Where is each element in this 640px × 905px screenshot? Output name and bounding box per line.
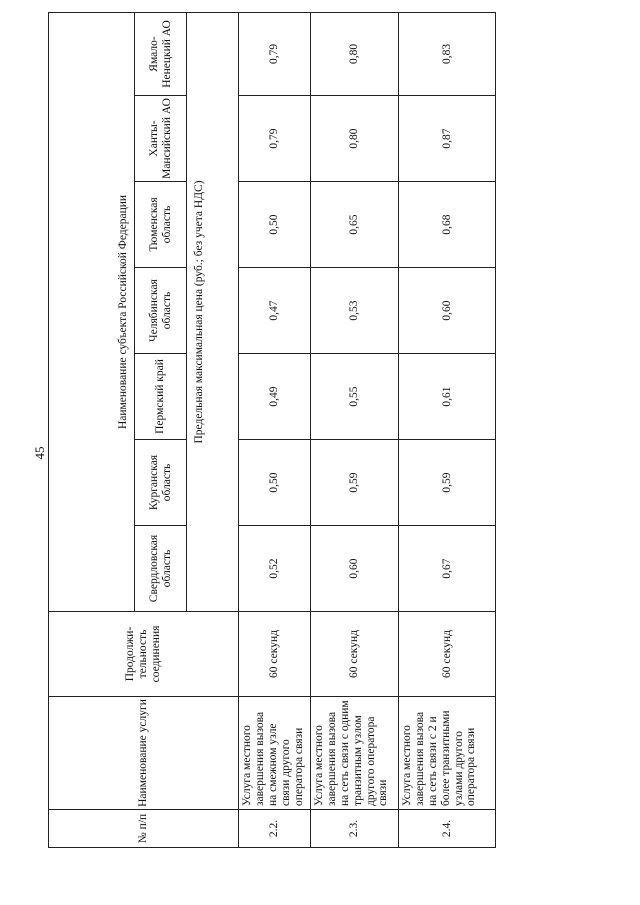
price-cell: 0,59 — [311, 440, 399, 526]
header-price-label: Предельная максимальная цена (руб.; без учета НДС) — [187, 12, 239, 611]
price-cell: 0,53 — [311, 268, 399, 354]
row-service: Услуга местного завершения вызова на смежном узле связи другого оператора связи — [239, 697, 311, 810]
header-region: Свердловская область — [135, 526, 187, 612]
header-service: Наименование услуги — [49, 697, 239, 810]
price-cell: 0,50 — [239, 182, 311, 268]
price-cell: 0,83 — [399, 12, 496, 95]
row-duration: 60 секунд — [399, 612, 496, 697]
price-cell: 0,55 — [311, 354, 399, 440]
header-region: Ханты-Мансийский АО — [135, 96, 187, 182]
header-region: Пермский край — [135, 354, 187, 440]
row-service: Услуга местного завершения вызова на сеть связи с одним транзитным узлом другого оператора связи — [311, 697, 399, 810]
header-region: Курганская область — [135, 440, 187, 526]
price-cell: 0,50 — [239, 440, 311, 526]
header-subject-group: Наименование субъекта Российской Федерации — [49, 12, 135, 611]
table-row — [399, 12, 496, 847]
price-cell: 0,79 — [239, 12, 311, 95]
price-cell: 0,80 — [311, 96, 399, 182]
rotated-table-container — [48, 13, 478, 848]
header-duration: Продолжи-тельность соединения — [49, 612, 239, 697]
price-cell: 0,80 — [311, 12, 399, 95]
page-number: 45 — [32, 446, 47, 460]
tariff-table — [48, 12, 496, 848]
price-cell: 0,65 — [311, 182, 399, 268]
table-row — [311, 12, 399, 847]
row-service: Услуга местного завершения вызова на сеть связи с 2 и более транзитными узлами другого оператора связи — [399, 697, 496, 810]
price-cell: 0,87 — [399, 96, 496, 182]
price-cell: 0,49 — [239, 354, 311, 440]
row-num: 2.3. — [311, 810, 399, 848]
price-cell: 0,79 — [239, 96, 311, 182]
header-region: Тюменская область — [135, 182, 187, 268]
price-cell: 0,47 — [239, 268, 311, 354]
header-region: Ямало-Ненецкий АО — [135, 12, 187, 95]
row-duration: 60 секунд — [239, 612, 311, 697]
row-num: 2.4. — [399, 810, 496, 848]
price-cell: 0,52 — [239, 526, 311, 612]
header-num: № п/п — [49, 810, 239, 848]
price-cell: 0,68 — [399, 182, 496, 268]
price-cell: 0,60 — [311, 526, 399, 612]
price-cell: 0,59 — [399, 440, 496, 526]
header-region: Челябинская область — [135, 268, 187, 354]
price-cell: 0,60 — [399, 268, 496, 354]
price-cell: 0,67 — [399, 526, 496, 612]
row-duration: 60 секунд — [311, 612, 399, 697]
price-cell: 0,61 — [399, 354, 496, 440]
row-num: 2.2. — [239, 810, 311, 848]
table-row — [239, 12, 311, 847]
